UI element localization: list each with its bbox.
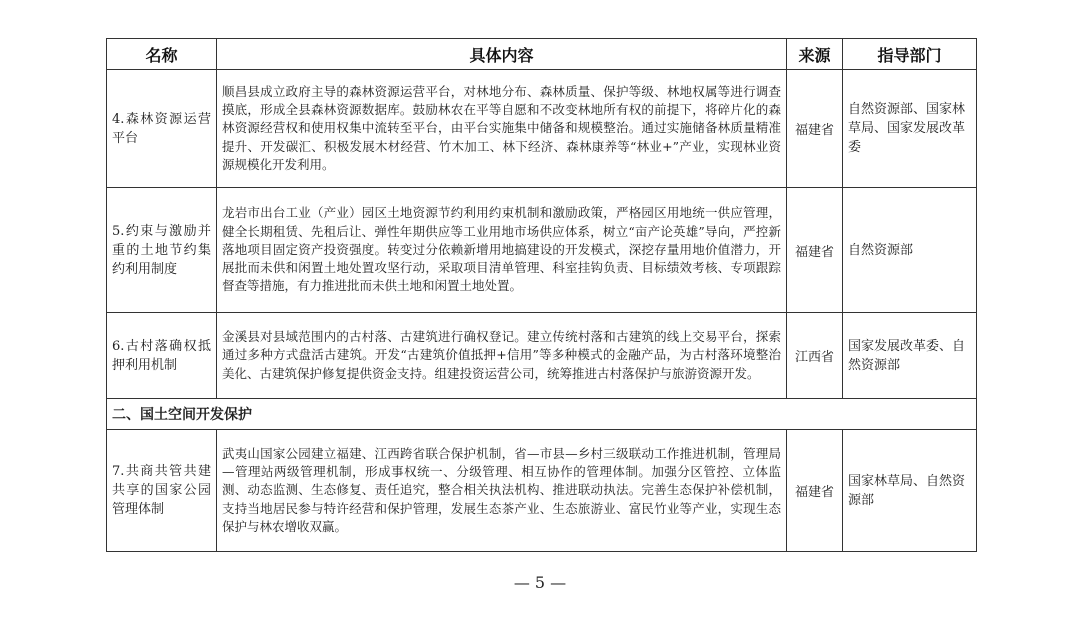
- row-source: 福建省: [787, 188, 843, 313]
- row-name: 7.共商共管共建共享的国家公园管理体制: [107, 430, 217, 552]
- page-number: — 5 —: [513, 573, 567, 592]
- header-source: 来源: [787, 39, 843, 70]
- table-row: [107, 430, 977, 552]
- row-content: 金溪县对县域范围内的古村落、古建筑进行确权登记。建立传统村落和古建筑的线上交易平台，探索通过多种方式盘活古建筑。开发“古建筑价值抵押+信用”等多种模式的金融产品，为古村落环境整治美化、古建筑保护修复提供资金支持。组建投资运营公司，统筹推进古村落保护与旅游资源开发。: [217, 313, 787, 399]
- header-name: 名称: [107, 39, 217, 70]
- row-content: 顺昌县成立政府主导的森林资源运营平台，对林地分布、森林质量、保护等级、林地权属等进行调查摸底，形成全县森林资源数据库。鼓励林农在平等自愿和不改变林地所有权的前提下，将碎片化的森林资源经营权和使用权集中流转至平台，由平台实施集中储备和规模整治。通过实施储备林质量精准提升、开发碳汇、积极发展木材经营、竹木加工、林下经济、森林康养等“林业+”产业，实现林业资源规模化开发利用。: [217, 70, 787, 188]
- row-content: 武夷山国家公园建立福建、江西跨省联合保护机制，省—市县—乡村三级联动工作推进机制，管理局—管理站两级管理机制，形成事权统一、分级管理、相互协作的管理体制。加强分区管控、立体监测、动态监测、生态修复、责任追究，整合相关执法机构、推进联动执法。完善生态保护补偿机制，支持当地居民参与特许经营和保护管理，发展生态茶产业、生态旅游业、富民竹业等产业，实现生态保护与林农增收双赢。: [217, 430, 787, 552]
- section-row: [107, 399, 977, 430]
- row-source: 福建省: [787, 70, 843, 188]
- row-source: 江西省: [787, 313, 843, 399]
- section-title: 二、国土空间开发保护: [107, 399, 977, 430]
- header-dept: 指导部门: [843, 39, 977, 70]
- table-row: [107, 313, 977, 399]
- row-dept: 自然资源部、国家林草局、国家发展改革委: [843, 70, 977, 188]
- table-row: [107, 188, 977, 313]
- row-dept: 国家林草局、自然资源部: [843, 430, 977, 552]
- row-name: 5.约束与激励并重的土地节约集约利用制度: [107, 188, 217, 313]
- row-name: 4.森林资源运营平台: [107, 70, 217, 188]
- table-header-row: [107, 39, 977, 70]
- row-source: 福建省: [787, 430, 843, 552]
- row-dept: 国家发展改革委、自然资源部: [843, 313, 977, 399]
- table-row: [107, 70, 977, 188]
- header-content: 具体内容: [217, 39, 787, 70]
- row-content: 龙岩市出台工业（产业）园区土地资源节约利用约束机制和激励政策，严格园区用地统一供应管理，健全长期租赁、先租后让、弹性年期供应等工业用地市场供应体系，树立“亩产论英雄”导向，严控新落地项目固定资产投资强度。转变过分依赖新增用地搞建设的开发模式，深挖存量用地价值潜力，开展批而未供和闲置土地处置攻坚行动，采取项目清单管理、科室挂钩负责、目标绩效考核、专项跟踪督查等措施，有力推进批而未供土地和闲置土地处置。: [217, 188, 787, 313]
- policy-table: [106, 38, 977, 552]
- row-dept: 自然资源部: [843, 188, 977, 313]
- row-name: 6.古村落确权抵押利用机制: [107, 313, 217, 399]
